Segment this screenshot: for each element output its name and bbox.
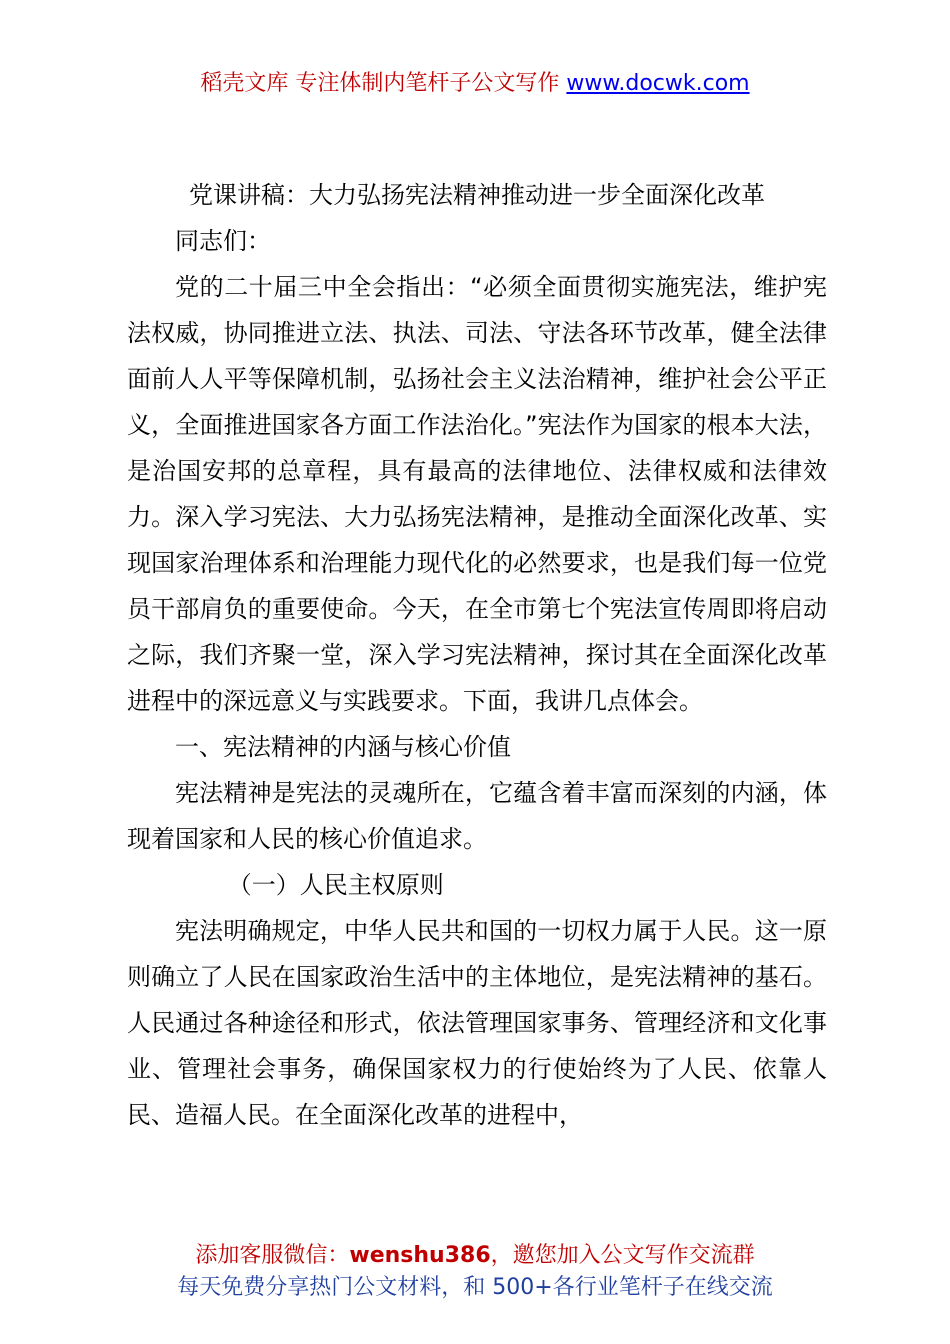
footer-wechat-suffix: ，邀您加入公文写作交流群: [490, 1243, 755, 1268]
paragraph-intro: 党的二十届三中全会指出：“必须全面贯彻实施宪法，维护宪法权威，协同推进立法、执法、司法、守法各环节改革，健全法律面前人人平等保障机制，弘扬社会主义法治精神，维护社会公平正义，全面推进国家各方面工作法治化。”宪法作为国家的根本大法，是治国安邦的总章程，具有最高的法律地位、法律权威和法律效力。深入学习宪法、大力弘扬宪法精神，是推动全面深化改革、实现国家治理体系和治理能力现代化的必然要求，也是我们每一位党员干部肩负的重要使命。今天，在全市第七个宪法宣传周即将启动之际，我们齐聚一堂，深入学习宪法精神，探讨其在全面深化改革进程中的深远意义与实践要求。下面，我讲几点体会。: [127, 273, 827, 715]
footer-wechat-id: wenshu386: [349, 1243, 491, 1268]
paragraph-section-1: 宪法精神是宪法的灵魂所在，它蕴含着丰富而深刻的内涵，体现着国家和人民的核心价值追求。: [127, 779, 827, 853]
page-header: [0, 68, 950, 100]
footer-wechat-prefix: 添加客服微信：: [195, 1243, 350, 1268]
greeting: 同志们：: [175, 227, 271, 255]
header-website-link[interactable]: www.docwk.com: [566, 71, 750, 96]
page-footer: [0, 1240, 950, 1304]
section-heading-1: 一、宪法精神的内涵与核心价值: [175, 733, 511, 761]
document-body: [127, 172, 827, 1138]
footer-line-wechat: [0, 1240, 950, 1272]
paragraph-subsection-1: 宪法明确规定，中华人民共和国的一切权力属于人民。这一原则确立了人民在国家政治生活中的主体地位，是宪法精神的基石。人民通过各种途径和形式，依法管理国家事务、管理经济和文化事业、管理社会事务，确保国家权力的行使始终为了人民、依靠人民、造福人民。在全面深化改革的进程中，: [127, 917, 827, 1129]
subsection-heading-1: （一）人民主权原则: [227, 871, 444, 899]
document-title: 党课讲稿：大力弘扬宪法精神推动进一步全面深化改革: [189, 181, 765, 209]
header-text: 稻壳文库 专注体制内笔杆子公文写作: [200, 71, 567, 96]
footer-line-share: 每天免费分享热门公文材料，和 500+各行业笔杆子在线交流: [177, 1275, 773, 1300]
